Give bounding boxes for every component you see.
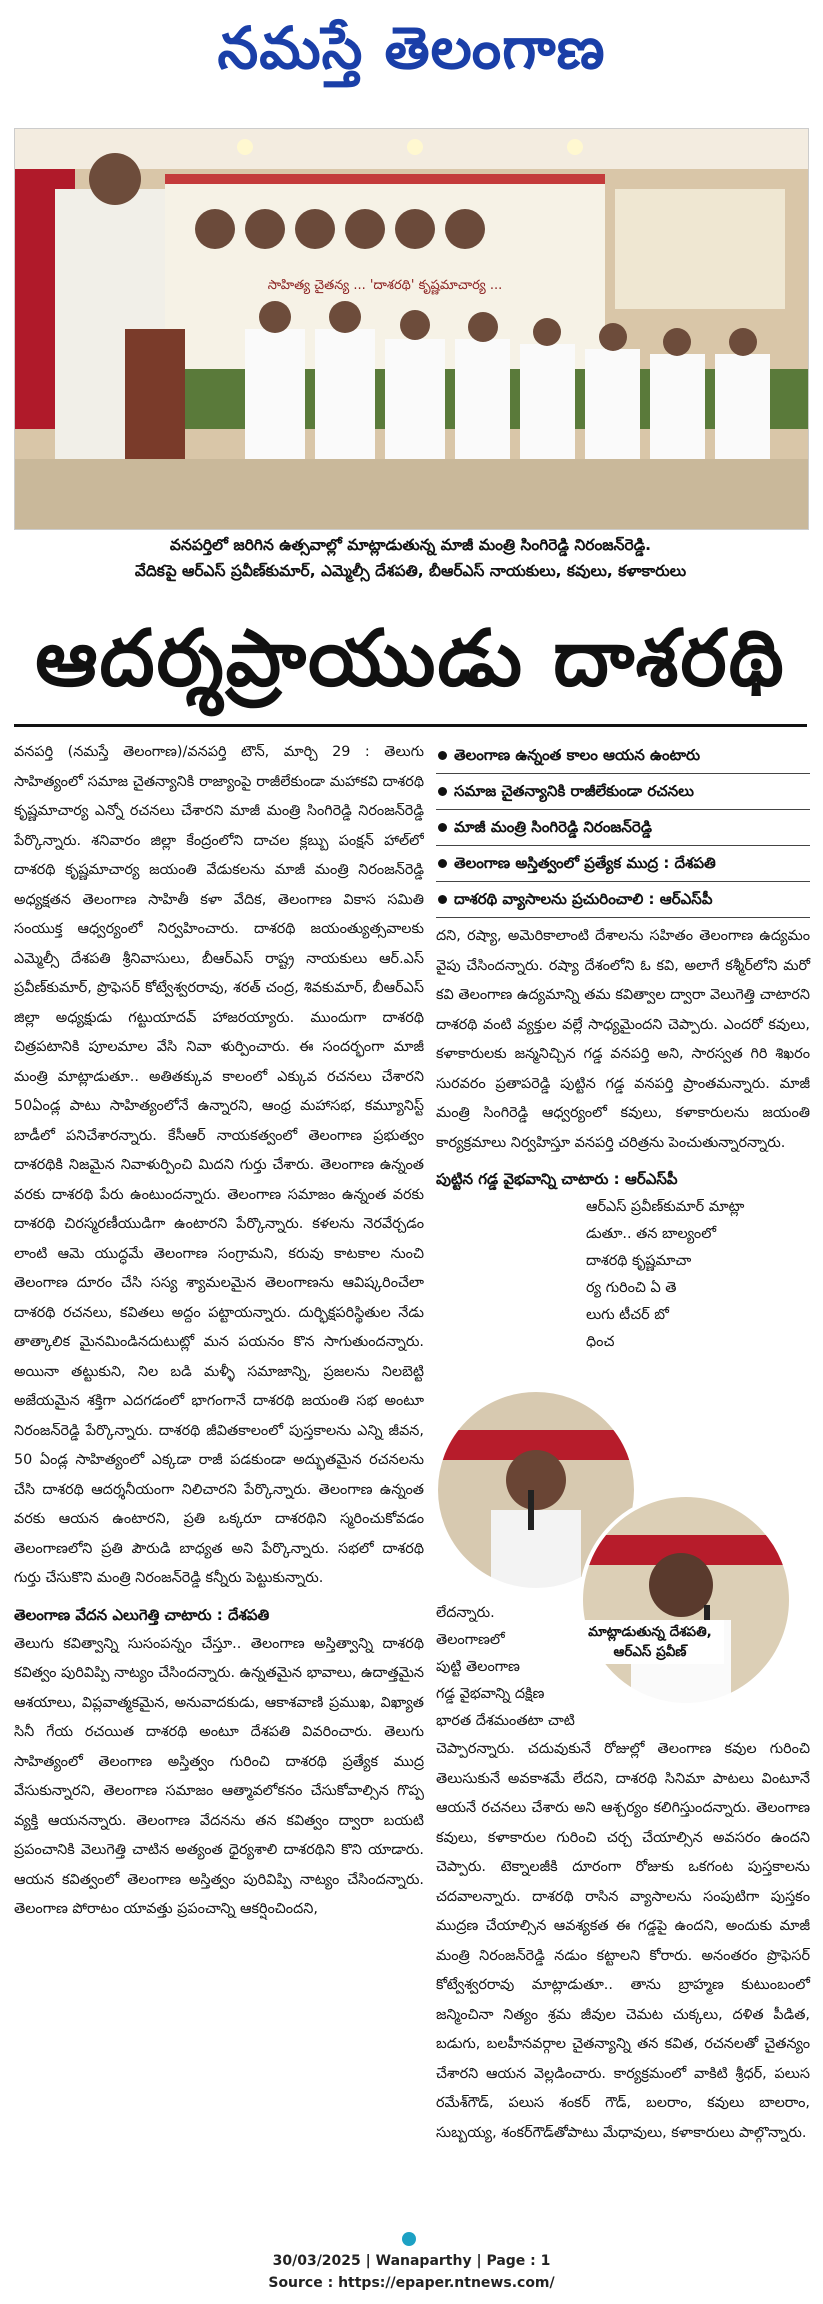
wrapped-text-block [436, 1600, 810, 1735]
article-paragraph: దని, రష్యా, అమెరికాలాంటి దేశాలను సహితం తెలంగాణ ఉద్యమం వైపు చేసిందన్నారు. రష్యా దేశంలోని ఓ కవి, అలాగే కశ్మీర్‌లోని మరో కవి తెలంగాణ ఉద్యమాన్ని తమ కవిత్వాల ద్వారా వెలుగెత్తి చాటారని దాశరథి వంటి వ్యక్తుల వల్లే సాధ్యమైందని చెప్పారు. ఎందరో కవులు, కళాకారులకు జన్మనిచ్చిన గడ్డ వనపర్తి అని, సారస్వత గిరి శిఖరం సురవరం ప్రతాపరెడ్డి పుట్టిన గడ్డ వనపర్తి ప్రాంతమన్నారు. మాజీ మంత్రి సింగిరెడ్డి ఆధ్వర్యంలో కవులు, కళాకారులను జయంతి కార్యక్రమాలు నిర్వహిస్తూ వనపర్తి చరిత్రను పెంచుతున్నారన్నారు. [436, 928, 810, 1151]
text-line: పుట్టి తెలంగాణ [436, 1659, 520, 1675]
text-line: తెలంగాణలో [436, 1632, 505, 1648]
text-line: గడ్డ వైభవాన్ని దక్షిణ [436, 1686, 545, 1702]
article-right-continuation [436, 1600, 810, 2148]
masthead [0, 0, 823, 118]
page-marker-icon [402, 2232, 416, 2246]
footer-edition: 30/03/2025 | Wanaparthy | Page : 1 [272, 2253, 551, 2269]
headline-divider [14, 724, 807, 727]
highlights-list [436, 738, 810, 918]
highlight-item: సమాజ చైతన్యానికి రాజీలేకుండా రచనలు [436, 774, 810, 810]
text-line: ర్య గురించి ఏ తె [586, 1280, 677, 1296]
banner-text: సాహిత్య చైతన్య ... 'దాశరథి' కృష్ణమాచార్య ... [267, 278, 503, 293]
highlight-item: తెలంగాణ అస్తిత్వంలో ప్రత్యేక ముద్ర : దేశపతి [436, 846, 810, 882]
article-right-column [436, 738, 810, 1356]
subheading-deshapathi: తెలంగాణ వేదన ఎలుగెత్తి చాటారు : దేశపతి [14, 1605, 270, 1624]
page-footer [0, 2250, 823, 2294]
article-left-column [14, 738, 424, 2248]
highlight-item: తెలంగాణ ఉన్నంత కాలం ఆయన ఉంటారు [436, 738, 810, 774]
text-line: డుతూ.. తన బాల్యంలో [586, 1226, 717, 1242]
wrapped-text-block [436, 1194, 810, 1356]
text-line: భారత దేశమంతటా చాటి [436, 1713, 575, 1729]
inset-caption: మాట్లాడుతున్న దేశపతి, ఆర్‌ఎస్ ప్రవీణ్ [576, 1620, 724, 1664]
article-headline: ఆదర్శప్రాయుడు దాశరథి [35, 614, 786, 704]
article-paragraph: చెప్పారన్నారు. చదువుకునే రోజుల్లో తెలంగాణ కవుల గురించి తెలుసుకునే అవకాశమే లేదని, దాశరథి సినిమా పాటలు వింటూనే ఆయనే రచనలు చేశారు అని ఆశ్చర్యం కలిగిస్తుందన్నారు. తెలంగాణ కవులు, కళాకారుల గురించి చర్చ చేయాల్సిన అవసరం ఉందని చెప్పారు. టెక్నాలజీకి దూరంగా రోజుకు ఒకగంట పుస్తకాలను చదవాలన్నారు. దాశరథి రాసిన వ్యాసాలను సంపుటిగా పుస్తకం ముద్రణ చేయాల్సిన ఆవశ్యకత ఈ గడ్డపై ఉందని, అందుకు మాజీ మంత్రి నిరంజన్‌రెడ్డి నడుం కట్టాలని కోరారు. అనంతరం ప్రొఫెసర్ కోట్వేశ్వరరావు మాట్లాడుతూ.. తాను బ్రాహ్మణ కుటుంబంలో జన్మించినా నిత్యం శ్రమ జీవుల చెమట చుక్కలు, దళిత పీడిత, బడుగు, బలహీనవర్గాల చైతన్యాన్ని తన కవిత, రచనలతో చైతన్యం చేశారని ఆయన వెల్లడించారు. కార్యక్రమంలో వాకిటి శ్రీధర్, పలుస రమేశ్‌గౌడ్, పలుస శంకర్ గౌడ్, బలరాం, కవులు బాలరాం, సుబ్బయ్య, శంకర్‌గౌడ్‌తోపాటు మేధావులు, కళాకారులు పాల్గొన్నారు. [436, 1741, 810, 2141]
text-line: లుగు టీచర్ బో [586, 1307, 669, 1323]
photo-caption [14, 532, 807, 584]
subheading-rsp: పుట్టిన గడ్డ వైభవాన్ని చాటారు : ఆర్‌ఎస్‌పీ [436, 1170, 678, 1188]
text-line: లేదన్నారు. [436, 1605, 495, 1621]
article-paragraph: వనపర్తి (నమస్తే తెలంగాణ)/వనపర్తి టౌన్, మార్చి 29 : తెలుగు సాహిత్యంలో సమాజ చైతన్యానికి రాజ్యాంపై రాజీలేకుండా మహాకవి దాశరథి కృష్ణమాచార్య ఎన్నో రచనలు చేశారని మాజీ మంత్రి సింగిరెడ్డి నిరంజన్‌రెడ్డి పేర్కొన్నారు. శనివారం జిల్లా కేంద్రంలోని దాచల క్లబ్బు పంక్షన్ హాల్‌లో దాశరథి కృష్ణమాచార్య జయంతి వేడుకలను మాజీ మంత్రి నిరంజన్‌రెడ్డి అధ్యక్షతన తెలంగాణ సాహితీ కళా వేదిక, తెలంగాణ వికాస సమితి సంయుక్త ఆధ్వర్యంలో నిర్వహించారు. దాశరథి జయంత్యుత్సవాలకు ఎమ్మెల్సీ దేశపతి శ్రీనివాసులు, బీఆర్‌ఎస్ రాష్ట్ర నాయకులు ఆర్.ఎస్ ప్రవీణ్‌కుమార్, ప్రొఫెసర్ కోట్వేశ్వరరావు, శరత్ చంద్ర, శివకుమార్, బీఆర్‌ఎస్ జిల్లా అధ్యక్షుడు గట్టుయాదవ్ హాజరయ్యారు. ముందుగా దాశరథి చిత్రపటానికి పూలమాల వేసి నివా ళుర్పించారు. ఈ సందర్భంగా మాజీ మంత్రి మాట్లాడుతూ.. అతితక్కువ కాలంలో ఎక్కువ రచనలు చేశారని 50ఏండ్ల పాటు సాహిత్యంలోనే ఉన్నారని, ఆంధ్ర మహాసభ, కమ్యూనిస్ట్ బాడీలో పనిచేశారన్నారు. కేసీఆర్ నాయకత్వంలో తెలంగాణ ప్రభుత్వం దాశరథికి నిజమైన నివాళుర్పించి మిదని గుర్తు చేశారు. తెలంగాణ ఉన్నంత వరకు దాశరథి పేరు ఉంటుందన్నారు. తెలంగాణ సమాజం ఉన్నంత వరకు దాశరథి చిరస్మరణీయుడిగా ఉంటారని పేర్కొన్నారు. కళలను నెరవేర్చడం లాంటి ఆమె యుద్ధమే తెలంగాణ సంగ్రామని, కరువు కాటకాల నుంచి తెలంగాణ దూరం చేసి సస్య శ్యామలమైన తెలంగాణను ఆవిష్కరించేలా దాశరథి రచనలు, కవితలు అద్దం పట్టాయన్నారు. దుర్భిక్షపరిస్థితుల నేడు తాత్కాలిక మైనమిండినదుటుట్లో మన పయనం కొన సాగుతుందన్నారు. అయినా తట్టుకుని, నిల బడి మళ్ళీ సమాజాన్ని, ప్రజలను నిలబెట్టి అజేయమైన శక్తిగా ఎదగడంలో భాగంగానే దాశరథి జయంతి సభ అంటూ నిరంజన్‌రెడ్డి పేర్కొన్నారు. దాశరథి జీవితకాలంలో పుస్తకాలను ఎన్ని జీవన, 50 ఏండ్ల సాహిత్యంలో ఎక్కడా రాజీ పడకుండా అద్భుతమైన రచనలను చేసి దాశరథి ఆదర్శనీయంగా నిలిచారని పేర్కొన్నారు. తెలంగాణ ఉన్నంత వరకు ఆయన ఉంటారని, ప్రతి ఒక్కరూ దాశరథిని స్మరించుకోవడం తెలంగాణలోని ప్రతి పౌరుడి బాధ్యత అని పేర్కొన్నారు. సభలో దాశరథి గుర్తు చేసుకొని మంత్రి నిరంజన్‌రెడ్డి కన్నీరు పెట్టుకున్నారు. [14, 744, 424, 1586]
newspaper-title: నమస్తే తెలంగాణ [217, 14, 606, 82]
article-paragraph: తెలుగు కవిత్వాన్ని సుసంపన్నం చేస్తూ.. తెలంగాణ అస్తిత్వాన్ని దాశరథి కవిత్వం పురివిప్పి నాట్యం చేసిందన్నారు. ఉన్నతమైన భావాలు, ఉదాత్తమైన ఆశయాలు, విప్లవాత్మకమైన, అనువాదకుడు, ఆకాశవాణి ప్రముఖ, విఖ్యాత సినీ గేయ రచయిత దాశరథి అంటూ దేశపతి వివరించారు. తెలుగు సాహిత్యంలో తెలంగాణ అస్తిత్వం గురించి దాశరథి ప్రత్యేక ముద్ర వేసుకున్నారని, తెలంగాణ సమాజం ఆత్మావలోకనం చేసుకోవాల్సిన గొప్ప వ్యక్తి ఆయనన్నారు. తెలంగాణ వేదనను తన కవిత్వం ద్వారా బయటి ప్రపంచానికి వెలుగెత్తి చాటిన అత్యంత ధైర్యశాలి దాశరథిని కొని యాడారు. ఆయన కవిత్వంలో తెలంగాణ అస్తిత్వం పురివిప్పి నాట్యం చేసిందన్నారు. తెలంగాణ పోరాటం యావత్తు ప్రపంచాన్ని ఆకర్షించిందని, [14, 1635, 424, 1917]
highlight-item: మాజీ మంత్రి సింగిరెడ్డి నిరంజన్‌రెడ్డి [436, 810, 810, 846]
highlight-item: దాశరథి వ్యాసాలను ప్రచురించాలి : ఆర్‌ఎస్‌పీ [436, 882, 810, 918]
text-line: ధించ [586, 1334, 615, 1350]
caption-line-1: వనపర్తిలో జరిగిన ఉత్సవాల్లో మాట్లాడుతున్న మాజీ మంత్రి సింగిరెడ్డి నిరంజన్‌రెడ్డి. [169, 536, 652, 554]
event-photo-illustration [15, 129, 808, 529]
event-photo [14, 128, 809, 530]
footer-source-link[interactable]: Source : https://epaper.ntnews.com/ [268, 2275, 555, 2291]
text-line: దాశరథి కృష్ణమాచా [586, 1253, 692, 1269]
text-line: ఆర్‌ఎస్ ప్రవీణ్‌కుమార్ మాట్లా [586, 1199, 745, 1215]
caption-line-2: వేదికపై ఆర్‌ఎస్ ప్రవీణ్‌కుమార్, ఎమ్మెల్సీ దేశపతి, బీఆర్‌ఎస్ నాయకులు, కవులు, కళాకారులు [134, 562, 687, 580]
